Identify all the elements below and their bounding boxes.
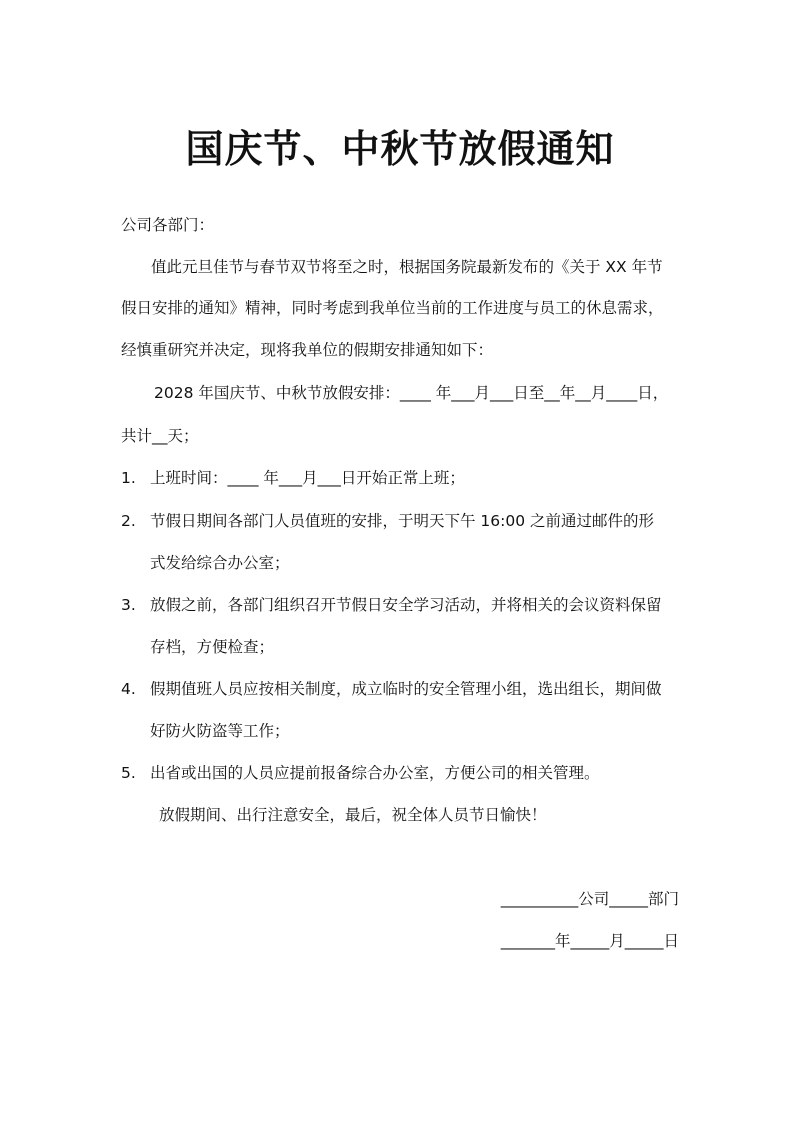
salutation: 公司各部门：: [121, 216, 215, 234]
list-item-number: 1.: [121, 469, 136, 487]
list-item: [121, 762, 600, 784]
list-item-text: 上班时间：____ 年___月___日开始正常上班；: [150, 469, 465, 487]
list-item: [121, 467, 465, 489]
list-item-text: 节假日期间各部门人员值班的安排，于明天下午 16:00 之前通过邮件的形: [150, 512, 655, 530]
intro-line-1: 值此元旦佳节与春节双节将至之时，根据国务院最新发布的《关于 XX 年节: [151, 258, 663, 276]
list-item: [121, 678, 662, 700]
signature-company: __________公司_____部门: [500, 890, 679, 908]
list-item-text: 假期值班人员应按相关制度，成立临时的安全管理小组，选出组长，期间做: [150, 680, 662, 698]
intro-line-2: 假日安排的通知》精神，同时考虑到我单位当前的工作进度与员工的休息需求，: [121, 299, 664, 317]
schedule-line-1: 2028 年国庆节、中秋节放假安排：____ 年___月___日至__年__月____日，: [154, 384, 669, 402]
list-item-continuation: 好防火防盗等工作；: [150, 722, 290, 740]
intro-line-3: 经慎重研究并决定，现将我单位的假期安排通知如下：: [121, 341, 494, 359]
document-title: 国庆节、中秋节放假通知: [185, 127, 615, 171]
list-item-text: 出省或出国的人员应提前报备综合办公室，方便公司的相关管理。: [150, 764, 600, 782]
schedule-line-2: 共计__天；: [121, 427, 199, 445]
signature-date: _______年_____月_____日: [500, 932, 679, 950]
list-item-continuation: 存档，方便检查；: [150, 638, 275, 656]
list-item-number: 4.: [121, 680, 136, 698]
list-item-number: 5.: [121, 764, 136, 782]
list-item-number: 2.: [121, 512, 136, 530]
list-item: [121, 594, 662, 616]
list-item-text: 放假之前，各部门组织召开节假日安全学习活动，并将相关的会议资料保留: [150, 596, 662, 614]
list-item-continuation: 式发给综合办公室；: [150, 554, 290, 572]
list-item-number: 3.: [121, 596, 136, 614]
closing-text: 放假期间、出行注意安全，最后，祝全体人员节日愉快！: [159, 806, 547, 824]
list-item: [121, 510, 654, 532]
